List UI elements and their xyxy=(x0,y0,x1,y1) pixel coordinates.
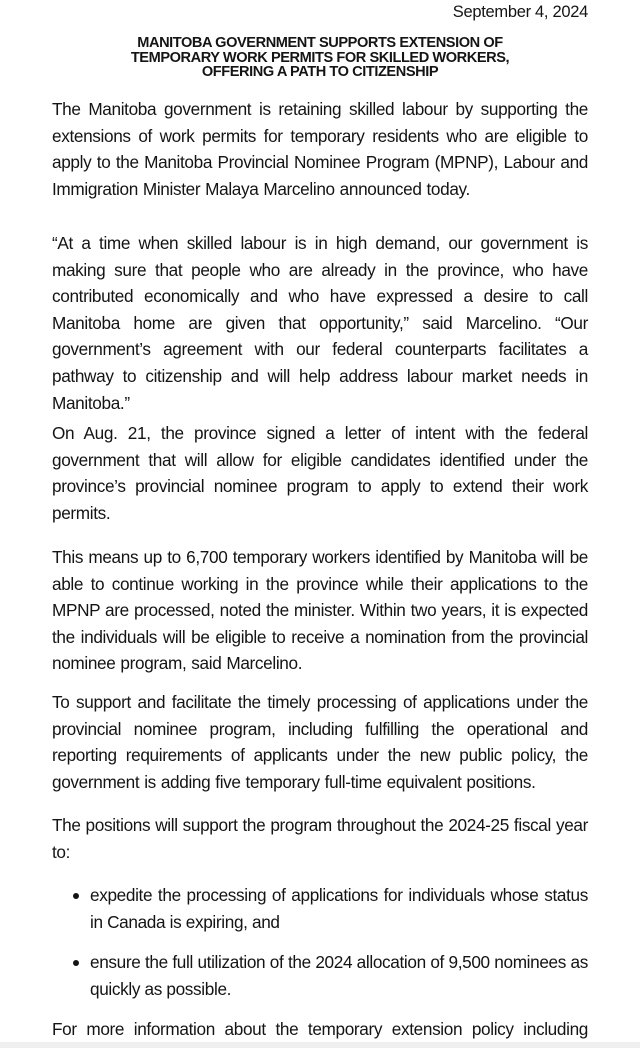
bullet-dot-icon xyxy=(73,960,79,966)
paragraph-text: The Manitoba government is retaining skilled labour by supporting the extensions of work permits for temporary residents who are eligible to apply to the Manitoba Provincial Nominee Program (MPNP), Labour and Immigration Minister Malaya Marcelino announced today. xyxy=(52,99,588,199)
paragraph-text: “At a time when skilled labour is in high demand, our government is making sure that people who are already in the province, who have contributed economically and who have expressed a desire to call Manitoba home are given that opportunity,” said Marcelino. “Our government’s agreement with our federal counterparts facilitates a pathway to citizenship and will help address labour market needs in Manitoba.” xyxy=(52,233,588,413)
paragraph-text: On Aug. 21, the province signed a letter of intent with the federal government that will allow for eligible candidates identified under the province’s provincial nominee program to apply to extend their work permits. xyxy=(52,423,588,523)
headline-line-3: OFFERING A PATH TO CITIZENSHIP xyxy=(201,63,439,80)
paragraph-positions-added xyxy=(52,689,588,795)
paragraph-text: This means up to 6,700 temporary workers identified by Manitoba will be able to continue working in the province while their applications to the MPNP are processed, noted the minister. Within two years, it is expected the individuals will be eligible to receive a nomination from the provincial nominee program, said Marcelino. xyxy=(52,547,588,674)
paragraph-text: For more information about the temporary extension policy including xyxy=(52,1019,588,1039)
paragraph-letter-of-intent xyxy=(52,420,588,526)
paragraph-text: To support and facilitate the timely processing of applications under the provincial nominee program, including fulfilling the operational and reporting requirements of applicants under the new public policy, the government is adding five temporary full-time equivalent positions. xyxy=(52,692,588,792)
page-bottom-edge xyxy=(0,1042,640,1048)
paragraph-intro xyxy=(52,96,588,202)
paragraph-6700-workers xyxy=(52,544,588,677)
paragraph-more-information xyxy=(52,1016,588,1043)
paragraph-positions-support xyxy=(52,812,588,865)
bullet-text: ensure the full utilization of the 2024 allocation of 9,500 nominees as quickly as possible. xyxy=(90,952,588,999)
headline-line-2: TEMPORARY WORK PERMITS FOR SKILLED WORKERS, xyxy=(130,48,510,66)
headline xyxy=(51,36,589,80)
bullet-item-expedite xyxy=(52,882,588,935)
headline-line-1: MANITOBA GOVERNMENT SUPPORTS EXTENSION OF xyxy=(137,34,503,51)
bullet-dot-icon xyxy=(73,893,79,899)
release-date: September 4, 2024 xyxy=(452,3,588,21)
paragraph-quote xyxy=(52,230,588,416)
paragraph-text: The positions will support the program throughout the 2024-25 fiscal year to: xyxy=(52,815,588,862)
bullet-list xyxy=(52,882,588,1002)
bullet-item-ensure xyxy=(52,949,588,1002)
bullet-text: expedite the processing of applications for individuals whose status in Canada is expiring, and xyxy=(90,885,588,932)
